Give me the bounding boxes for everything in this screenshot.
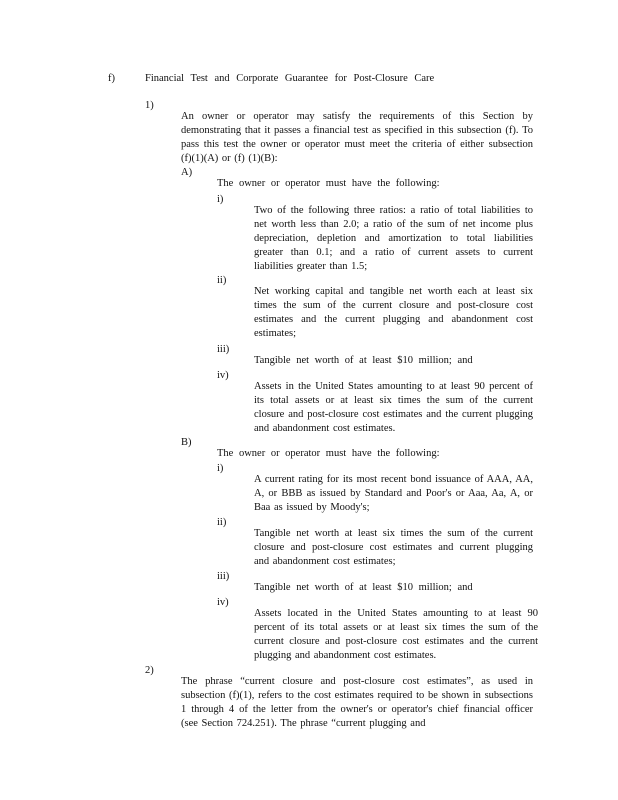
subsection-a-item-iii-label: iii) [217,344,230,355]
subsection-a-item-iv-text: Assets in the United States amounting to at least 90 percent of its total assets or at least six times the sum of the current closure and post-closure cost estimates and the current plugging and abandonment cost estimates. [254,380,533,434]
subsection-a-item-iv-label: iv) [217,370,229,381]
subsection-a-item-iii-text: Tangible net worth of at least $10 million; and [254,354,473,366]
subsection-b-item-i-label: i) [217,463,224,474]
section-f-label: f) [108,73,115,84]
subsection-b-item-i-text: A current rating for its most recent bond issuance of AAA, AA, A, or BBB as issued by Standard and Poor's or Aaa, Aa, A, or Baa as issued by Moody's; [254,473,533,513]
item-1-text: An owner or operator may satisfy the requirements of this Section by demonstrating that it passes a financial test as specified in this subsection (f). To pass this test the owner or operator must meet the criteria of either subsection (f)(1)(A) or (f) (1)(B): [181,110,533,164]
subsection-a-item-ii-text: Net working capital and tangible net worth each at least six times the sum of the current closure and post-closure cost estimates and the current plugging and abandonment cost estimates; [254,285,533,339]
item-2-text: The phrase “current closure and post-closure cost estimates”, as used in subsection (f)(1), refers to the cost estimates required to be shown in subsections 1 through 4 of the letter from the owner's or operator's chief financial officer (see Section 724.251). The phrase “current plugging and [181,675,533,729]
subsection-a-item-ii-label: ii) [217,275,227,286]
subsection-b-item-iv-text: Assets located in the United States amounting to at least 90 percent of its total assets or at least six times the sum of the current closure and post-closure cost estimates and the current plugging and abandonment cost estimates. [254,607,538,661]
subsection-a-text: The owner or operator must have the following: [217,177,440,189]
subsection-a-item-i-label: i) [217,194,224,205]
subsection-b-item-ii-text: Tangible net worth at least six times the sum of the current closure and post-closure cost estimates and current plugging and abandonment cost estimates; [254,527,533,567]
subsection-b-item-ii-label: ii) [217,517,227,528]
section-f-title: Financial Test and Corporate Guarantee for Post-Closure Care [145,73,435,84]
item-2-label: 2) [145,665,154,676]
subsection-a-item-i-text: Two of the following three ratios: a ratio of total liabilities to net worth less than 2.0; a ratio of the sum of net income plus depreciation, depletion and amortization to total liabilities greater than 0.1; and a ratio of current assets to current liabilities greater than 1.5; [254,204,533,272]
subsection-b-item-iii-label: iii) [217,571,230,582]
item-1-label: 1) [145,100,154,111]
subsection-a-label: A) [181,167,193,178]
subsection-b-item-iv-label: iv) [217,597,229,608]
subsection-b-label: B) [181,437,192,448]
subsection-b-item-iii-text: Tangible net worth of at least $10 million; and [254,581,473,593]
subsection-b-text: The owner or operator must have the following: [217,447,440,459]
